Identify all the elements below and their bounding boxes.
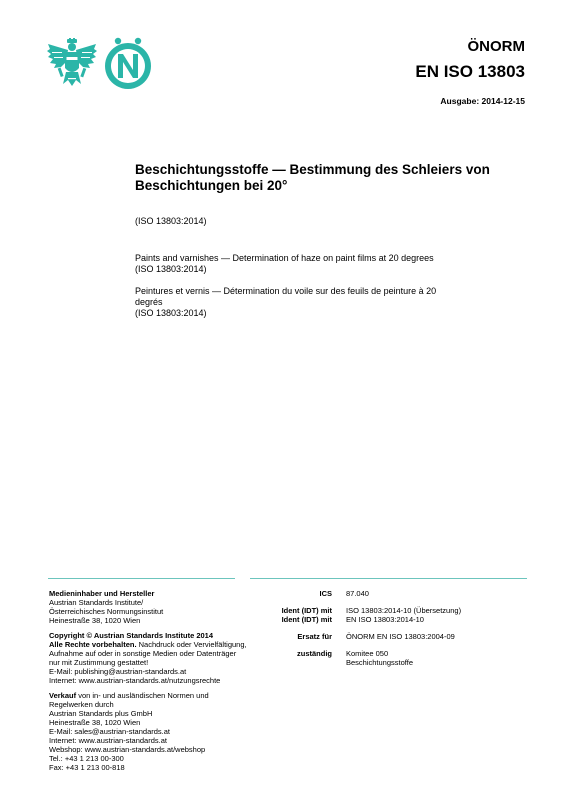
german-title: Beschichtungsstoffe — Bestimmung des Schleiers von Beschichtungen bei 20° <box>135 162 490 193</box>
austrian-eagle-icon <box>46 38 98 88</box>
meta-row-replaces <box>260 632 520 641</box>
meta-row-ics <box>260 589 520 598</box>
rights-line: E-Mail: publishing@austrian-standards.at <box>49 667 187 676</box>
ident-value: ISO 13803:2014-10 (Übersetzung) <box>346 606 462 615</box>
french-title-block <box>135 286 455 319</box>
copyright-block <box>49 631 249 685</box>
english-title: Paints and varnishes — Determination of haze on paint films at 20 degrees <box>135 253 434 263</box>
ident-label: Ident (IDT) mit <box>281 615 332 624</box>
owner-block <box>49 589 249 625</box>
imprint-column <box>49 589 249 778</box>
english-iso-reference: (ISO 13803:2014) <box>135 264 207 274</box>
standard-name: ÖNORM <box>467 38 525 55</box>
meta-table <box>260 589 520 675</box>
sales-line: Webshop: www.austrian-standards.at/webshop <box>49 745 206 754</box>
sales-text: von in- und ausländischen Normen und Regelwerken durch <box>49 691 209 709</box>
owner-line: Austrian Standards Institute/ <box>49 598 144 607</box>
standard-number: EN ISO 13803 <box>415 62 525 81</box>
rights-line: Internet: www.austrian-standards.at/nutzungsrechte <box>49 676 221 685</box>
on-monogram-icon <box>104 37 152 89</box>
sales-line: Fax: +43 1 213 00-818 <box>49 763 125 772</box>
sales-block <box>49 691 249 772</box>
copyright-heading: Copyright © Austrian Standards Institute 2014 <box>49 631 214 640</box>
meta-row-ident <box>260 606 520 624</box>
sales-line: Heinestraße 38, 1020 Wien <box>49 718 141 727</box>
ident-value: EN ISO 13803:2014-10 <box>346 615 424 624</box>
ident-label: Ident (IDT) mit <box>281 606 332 615</box>
responsible-value: Komitee 050 <box>346 649 389 658</box>
responsible-label: zuständig <box>297 649 332 658</box>
iso-reference: (ISO 13803:2014) <box>135 216 207 226</box>
sales-heading: Verkauf <box>49 691 77 700</box>
replaces-label: Ersatz für <box>297 632 332 641</box>
french-title: Peintures et vernis — Détermination du voile sur des feuils de peinture à 20 degrés <box>135 286 437 307</box>
owner-heading: Medieninhaber und Hersteller <box>49 589 155 598</box>
rights-reserved: Alle Rechte vorbehalten. <box>49 640 137 649</box>
sales-line: E-Mail: sales@austrian-standards.at <box>49 727 170 736</box>
imprint-divider <box>48 578 235 579</box>
owner-line: Österreichisches Normungsinstitut <box>49 607 164 616</box>
replaces-value: ÖNORM EN ISO 13803:2004-09 <box>346 632 455 641</box>
sales-line: Austrian Standards plus GmbH <box>49 709 153 718</box>
responsible-value: Beschichtungsstoffe <box>346 658 413 667</box>
french-iso-reference: (ISO 13803:2014) <box>135 308 207 318</box>
ics-value: 87.040 <box>346 589 369 598</box>
sales-line: Internet: www.austrian-standards.at <box>49 736 167 745</box>
issue-date: Ausgabe: 2014-12-15 <box>440 96 525 106</box>
sales-line: Tel.: +43 1 213 00-300 <box>49 754 124 763</box>
ics-label: ICS <box>319 589 332 598</box>
english-title-block <box>135 253 525 275</box>
rights-text: Nachdruck oder Vervielfältigung, Aufnahme auf oder in sonstige Medien oder Datenträger nur mit Zustimmung gestattet! <box>49 640 247 667</box>
meta-divider <box>250 578 527 579</box>
owner-line: Heinestraße 38, 1020 Wien <box>49 616 141 625</box>
meta-row-responsible <box>260 649 520 667</box>
